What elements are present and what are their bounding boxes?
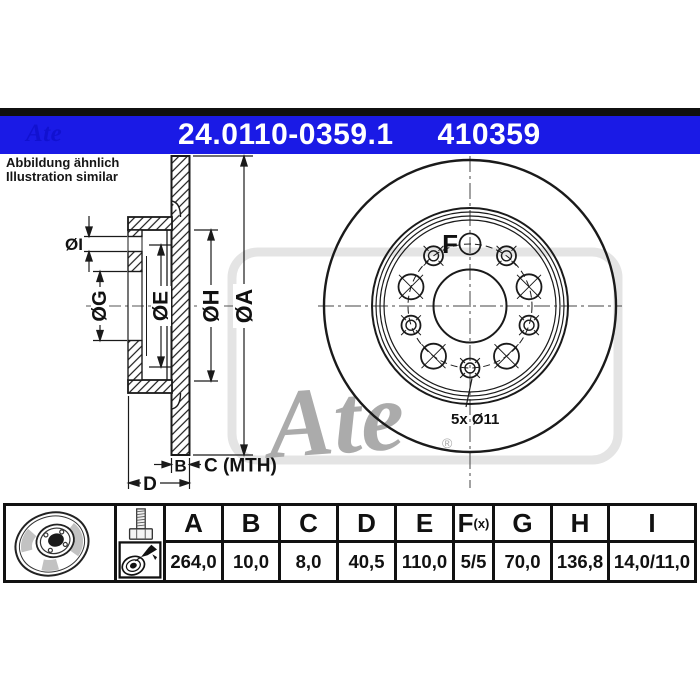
table-header-cell xyxy=(339,506,394,540)
coated-disc-icon xyxy=(117,541,163,579)
note-line-de: Abbildung ähnlich xyxy=(6,155,120,170)
value-e: 110,0 xyxy=(401,550,448,572)
watermark-reg-mark: ® xyxy=(442,435,453,451)
label-dia-e: ØE xyxy=(149,290,173,322)
similarity-note xyxy=(6,156,119,183)
table-header-cell xyxy=(495,506,550,540)
header-g: G xyxy=(512,507,533,538)
table-value-cell xyxy=(166,543,221,580)
part-number-banner xyxy=(0,116,700,154)
label-b: B xyxy=(174,456,187,476)
icon-cell xyxy=(117,506,163,580)
header-f-suffix: (x) xyxy=(473,515,490,531)
ate-logo-small: Ate xyxy=(26,120,63,147)
table-header-cell xyxy=(610,506,694,540)
table-value-cell xyxy=(224,543,278,580)
table-header-cell xyxy=(553,506,607,540)
header-b: B xyxy=(241,507,261,538)
table-value-cell xyxy=(553,543,607,580)
header-d: D xyxy=(357,507,376,538)
table-value-cell xyxy=(455,543,492,580)
note-line-en: Illustration similar xyxy=(6,168,118,184)
value-f: 5/5 xyxy=(460,550,487,572)
label-dia-i: ØI xyxy=(65,235,83,254)
brake-disc-photo xyxy=(6,506,114,580)
dimension-table xyxy=(3,503,697,583)
value-h: 136,8 xyxy=(556,550,604,572)
label-dia-h: ØH xyxy=(198,289,224,323)
table-value-cell xyxy=(281,543,336,580)
label-d: D xyxy=(143,474,157,495)
value-a: 264,0 xyxy=(170,550,217,572)
part-number: 24.0110-0359.1 xyxy=(178,118,394,151)
table-value-cell xyxy=(495,543,550,580)
table-value-cell xyxy=(339,543,394,580)
header-e: E xyxy=(415,507,434,538)
table-header-cell xyxy=(166,506,221,540)
header-i: I xyxy=(648,507,656,538)
table-header-cell xyxy=(397,506,452,540)
label-dia-g: ØG xyxy=(89,290,111,322)
value-d: 40,5 xyxy=(348,550,385,572)
value-g: 70,0 xyxy=(504,550,541,572)
reference-number: 410359 xyxy=(437,118,541,151)
header-a: A xyxy=(184,507,203,538)
table-header-cell xyxy=(281,506,336,540)
value-c: 8,0 xyxy=(295,550,322,572)
top-divider-bar xyxy=(0,108,700,116)
header-c: C xyxy=(299,507,318,538)
header-h: H xyxy=(570,507,590,538)
label-c-mth: C (MTH) xyxy=(204,455,277,477)
product-photo-cell xyxy=(6,506,114,580)
header-f: F xyxy=(457,507,474,538)
label-bolt-holes: 5x Ø11 xyxy=(451,411,500,428)
table-value-cell xyxy=(610,543,694,580)
bolt-icon xyxy=(117,507,163,541)
label-dia-a: ØA xyxy=(231,288,257,324)
table-value-cell xyxy=(397,543,452,580)
value-b: 10,0 xyxy=(232,550,269,572)
value-i: 14,0/11,0 xyxy=(613,550,691,572)
table-header-cell xyxy=(455,506,492,540)
table-header-cell xyxy=(224,506,278,540)
watermark-text: Ate xyxy=(264,362,408,480)
label-f: F xyxy=(442,229,458,259)
